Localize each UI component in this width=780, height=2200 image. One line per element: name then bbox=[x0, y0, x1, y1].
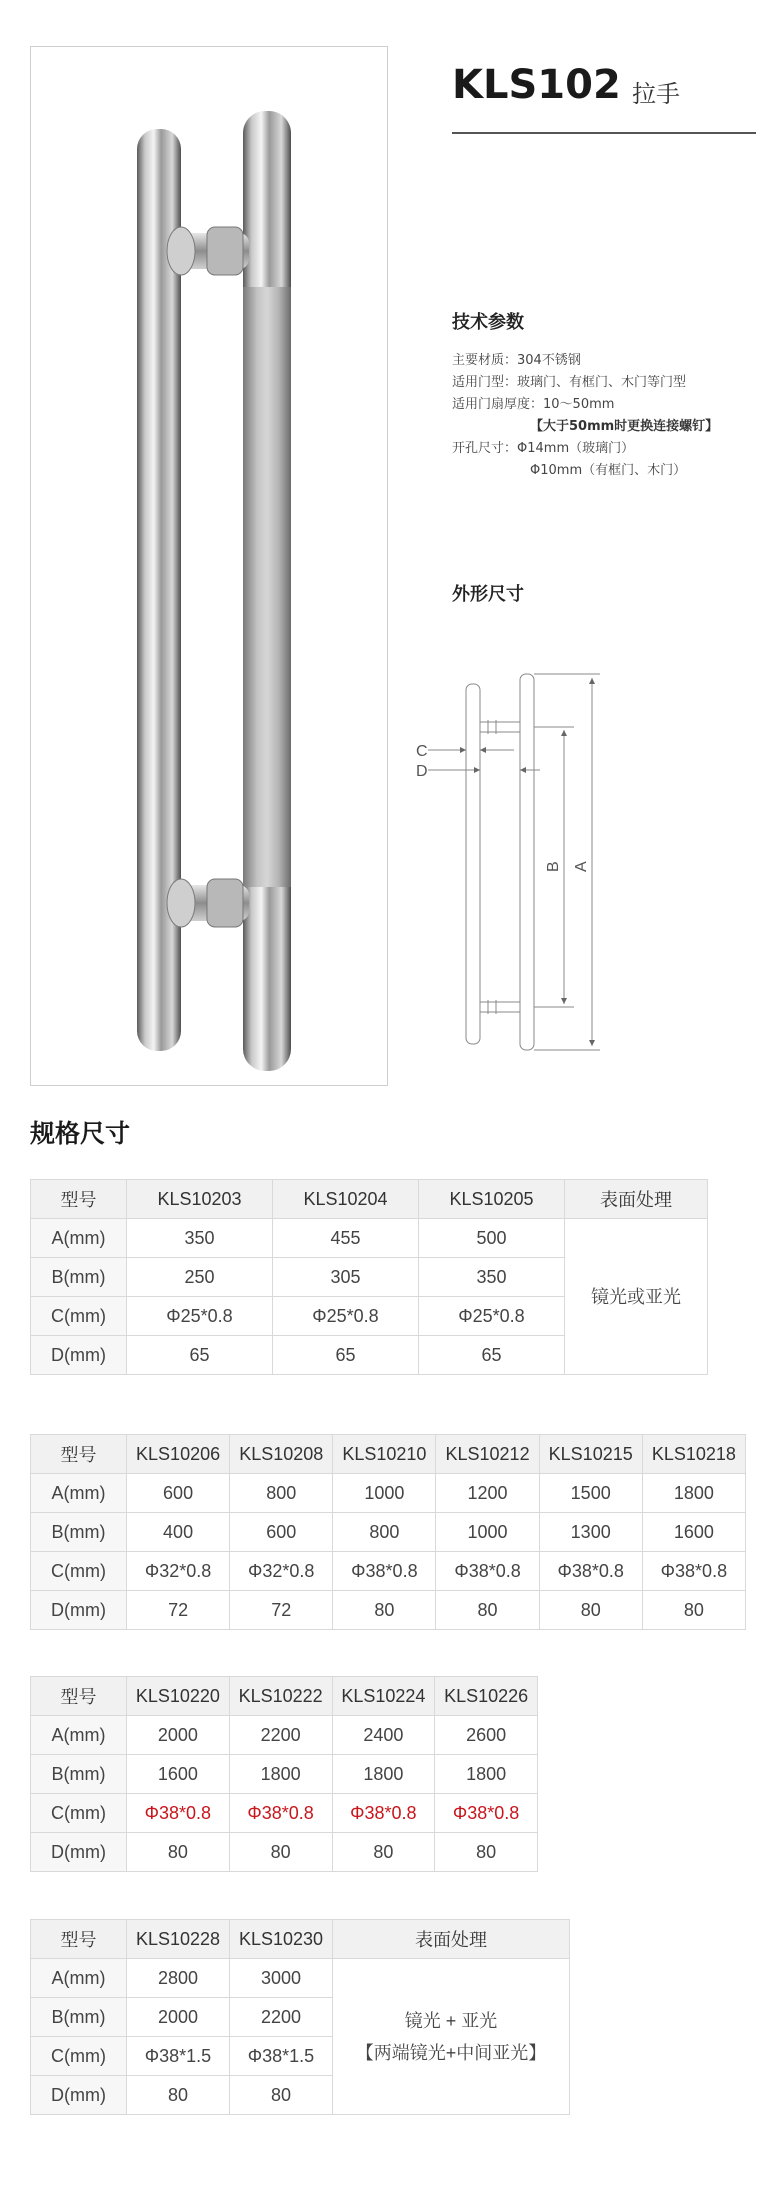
col-header: 型号 bbox=[31, 1677, 127, 1716]
table-row bbox=[31, 1959, 570, 1998]
row-header: B(mm) bbox=[31, 1755, 127, 1794]
tech-line-thickness: 适用门扇厚度：10～50mm bbox=[452, 397, 615, 412]
table-cell: 80 bbox=[332, 1833, 435, 1872]
table-cell: Φ25*0.8 bbox=[419, 1297, 565, 1336]
table-cell: 2400 bbox=[332, 1716, 435, 1755]
col-header: KLS10204 bbox=[273, 1180, 419, 1219]
finish-note: 【两端镜光+中间亚光】 bbox=[355, 2042, 547, 2063]
col-header: KLS10215 bbox=[539, 1435, 642, 1474]
table-row bbox=[31, 1716, 538, 1755]
table-cell: 80 bbox=[539, 1591, 642, 1630]
table-cell: 1800 bbox=[332, 1755, 435, 1794]
table-cell: Φ38*0.8 bbox=[642, 1552, 745, 1591]
table-cell-highlight: Φ38*0.8 bbox=[127, 1794, 230, 1833]
table-cell: 80 bbox=[229, 1833, 332, 1872]
col-header: KLS10228 bbox=[127, 1920, 230, 1959]
table-row bbox=[31, 1591, 746, 1630]
col-header: 表面处理 bbox=[565, 1180, 708, 1219]
spec-table-2 bbox=[30, 1434, 746, 1630]
spec-table-4 bbox=[30, 1919, 570, 2115]
table-cell: 1500 bbox=[539, 1474, 642, 1513]
row-header: C(mm) bbox=[31, 1552, 127, 1591]
table-cell: Φ32*0.8 bbox=[127, 1552, 230, 1591]
table-cell: Φ32*0.8 bbox=[230, 1552, 333, 1591]
table-cell: 800 bbox=[333, 1513, 436, 1552]
table-cell-highlight: Φ38*0.8 bbox=[229, 1794, 332, 1833]
table-cell: 80 bbox=[230, 2076, 333, 2115]
tech-line-door-type: 适用门型：玻璃门、有框门、木门等门型 bbox=[452, 375, 687, 390]
table-header-row bbox=[31, 1677, 538, 1716]
row-header: C(mm) bbox=[31, 1794, 127, 1833]
table-cell: Φ25*0.8 bbox=[273, 1297, 419, 1336]
product-photo bbox=[30, 46, 388, 1086]
table-cell-highlight: Φ38*0.8 bbox=[332, 1794, 435, 1833]
table-cell: Φ38*1.5 bbox=[127, 2037, 230, 2076]
col-header: KLS10212 bbox=[436, 1435, 539, 1474]
row-header: D(mm) bbox=[31, 2076, 127, 2115]
table-cell: 350 bbox=[419, 1258, 565, 1297]
table-cell: 72 bbox=[127, 1591, 230, 1630]
dim-label-d: D bbox=[416, 763, 428, 780]
row-header: C(mm) bbox=[31, 2037, 127, 2076]
tech-params-title: 技术参数 bbox=[452, 312, 524, 333]
table-cell: 80 bbox=[642, 1591, 745, 1630]
table-cell: 1800 bbox=[642, 1474, 745, 1513]
dim-label-c: C bbox=[416, 743, 428, 760]
col-header: 型号 bbox=[31, 1920, 127, 1959]
table-cell: 65 bbox=[419, 1336, 565, 1375]
col-header: KLS10230 bbox=[230, 1920, 333, 1959]
col-header: KLS10205 bbox=[419, 1180, 565, 1219]
table-cell: 1800 bbox=[229, 1755, 332, 1794]
col-header: 型号 bbox=[31, 1435, 127, 1474]
dim-label-b: B bbox=[545, 861, 562, 872]
finish-text: 镜光或亚光 bbox=[591, 1286, 681, 1307]
col-header: KLS10206 bbox=[127, 1435, 230, 1474]
table-cell: 350 bbox=[127, 1219, 273, 1258]
table-cell: 305 bbox=[273, 1258, 419, 1297]
table-row bbox=[31, 1513, 746, 1552]
row-header: B(mm) bbox=[31, 1998, 127, 2037]
table-header-row bbox=[31, 1435, 746, 1474]
finish-cell bbox=[333, 1959, 570, 2115]
table-cell: 600 bbox=[127, 1474, 230, 1513]
row-header: B(mm) bbox=[31, 1258, 127, 1297]
row-header: A(mm) bbox=[31, 1959, 127, 1998]
product-type: 拉手 bbox=[632, 80, 680, 108]
tech-line-screw-note: 【大于50mm时更换连接螺钉】 bbox=[530, 419, 719, 434]
table-row bbox=[31, 1552, 746, 1591]
table-cell: 500 bbox=[419, 1219, 565, 1258]
table-cell: 455 bbox=[273, 1219, 419, 1258]
col-header: KLS10224 bbox=[332, 1677, 435, 1716]
row-header: A(mm) bbox=[31, 1219, 127, 1258]
table-cell: 2200 bbox=[229, 1716, 332, 1755]
col-header: KLS10226 bbox=[435, 1677, 538, 1716]
tech-line-hole-glass: 开孔尺寸：Φ14mm（玻璃门） bbox=[452, 441, 635, 456]
table-cell: Φ38*0.8 bbox=[436, 1552, 539, 1591]
table-cell: Φ38*1.5 bbox=[230, 2037, 333, 2076]
table-cell: 800 bbox=[230, 1474, 333, 1513]
table-cell: 1300 bbox=[539, 1513, 642, 1552]
col-header: KLS10210 bbox=[333, 1435, 436, 1474]
table-cell: Φ25*0.8 bbox=[127, 1297, 273, 1336]
shape-title: 外形尺寸 bbox=[452, 584, 524, 605]
table-cell: 3000 bbox=[230, 1959, 333, 1998]
table-row bbox=[31, 1219, 708, 1258]
spec-table-3 bbox=[30, 1676, 538, 1872]
table-cell: 1600 bbox=[127, 1755, 230, 1794]
col-header: KLS10208 bbox=[230, 1435, 333, 1474]
model-number: KLS102 bbox=[452, 62, 621, 108]
row-header: D(mm) bbox=[31, 1336, 127, 1375]
table-cell: 80 bbox=[435, 1833, 538, 1872]
table-cell: 2600 bbox=[435, 1716, 538, 1755]
table-row bbox=[31, 1794, 538, 1833]
row-header: D(mm) bbox=[31, 1833, 127, 1872]
col-header: KLS10218 bbox=[642, 1435, 745, 1474]
table-header-row bbox=[31, 1180, 708, 1219]
table-cell: 2200 bbox=[230, 1998, 333, 2037]
dimension-diagram bbox=[410, 670, 630, 1060]
table-cell: 72 bbox=[230, 1591, 333, 1630]
table-cell: 80 bbox=[436, 1591, 539, 1630]
table-cell: 1000 bbox=[333, 1474, 436, 1513]
table-cell: 2000 bbox=[127, 1998, 230, 2037]
col-header: 表面处理 bbox=[333, 1920, 570, 1959]
handle-illustration bbox=[31, 47, 389, 1087]
row-header: A(mm) bbox=[31, 1716, 127, 1755]
table-cell: 1800 bbox=[435, 1755, 538, 1794]
col-header: KLS10222 bbox=[229, 1677, 332, 1716]
table-cell: 80 bbox=[333, 1591, 436, 1630]
tech-params-list bbox=[452, 350, 718, 482]
table-cell-highlight: Φ38*0.8 bbox=[435, 1794, 538, 1833]
row-header: D(mm) bbox=[31, 1591, 127, 1630]
row-header: B(mm) bbox=[31, 1513, 127, 1552]
table-cell: 80 bbox=[127, 2076, 230, 2115]
table-cell: 250 bbox=[127, 1258, 273, 1297]
row-header: C(mm) bbox=[31, 1297, 127, 1336]
table-cell: 1000 bbox=[436, 1513, 539, 1552]
table-header-row bbox=[31, 1920, 570, 1959]
table-cell: 65 bbox=[127, 1336, 273, 1375]
table-cell: 600 bbox=[230, 1513, 333, 1552]
col-header: KLS10220 bbox=[127, 1677, 230, 1716]
table-cell: 1600 bbox=[642, 1513, 745, 1552]
table-cell: Φ38*0.8 bbox=[333, 1552, 436, 1591]
table-row bbox=[31, 1833, 538, 1872]
finish-cell bbox=[565, 1219, 708, 1375]
spec-table-1 bbox=[30, 1179, 708, 1375]
tech-line-material: 主要材质：304不锈钢 bbox=[452, 353, 581, 368]
table-cell: 80 bbox=[127, 1833, 230, 1872]
title-divider bbox=[452, 132, 756, 134]
table-row bbox=[31, 1755, 538, 1794]
col-header: 型号 bbox=[31, 1180, 127, 1219]
tech-line-hole-wood: Φ10mm（有框门、木门） bbox=[530, 463, 687, 478]
table-cell: 1200 bbox=[436, 1474, 539, 1513]
spec-section-title: 规格尺寸 bbox=[30, 1119, 131, 1148]
table-cell: Φ38*0.8 bbox=[539, 1552, 642, 1591]
table-cell: 2800 bbox=[127, 1959, 230, 1998]
table-cell: 400 bbox=[127, 1513, 230, 1552]
row-header: A(mm) bbox=[31, 1474, 127, 1513]
table-cell: 2000 bbox=[127, 1716, 230, 1755]
dim-label-a: A bbox=[573, 861, 590, 872]
table-row bbox=[31, 1474, 746, 1513]
col-header: KLS10203 bbox=[127, 1180, 273, 1219]
finish-text: 镜光 + 亚光 bbox=[404, 2010, 498, 2031]
table-cell: 65 bbox=[273, 1336, 419, 1375]
